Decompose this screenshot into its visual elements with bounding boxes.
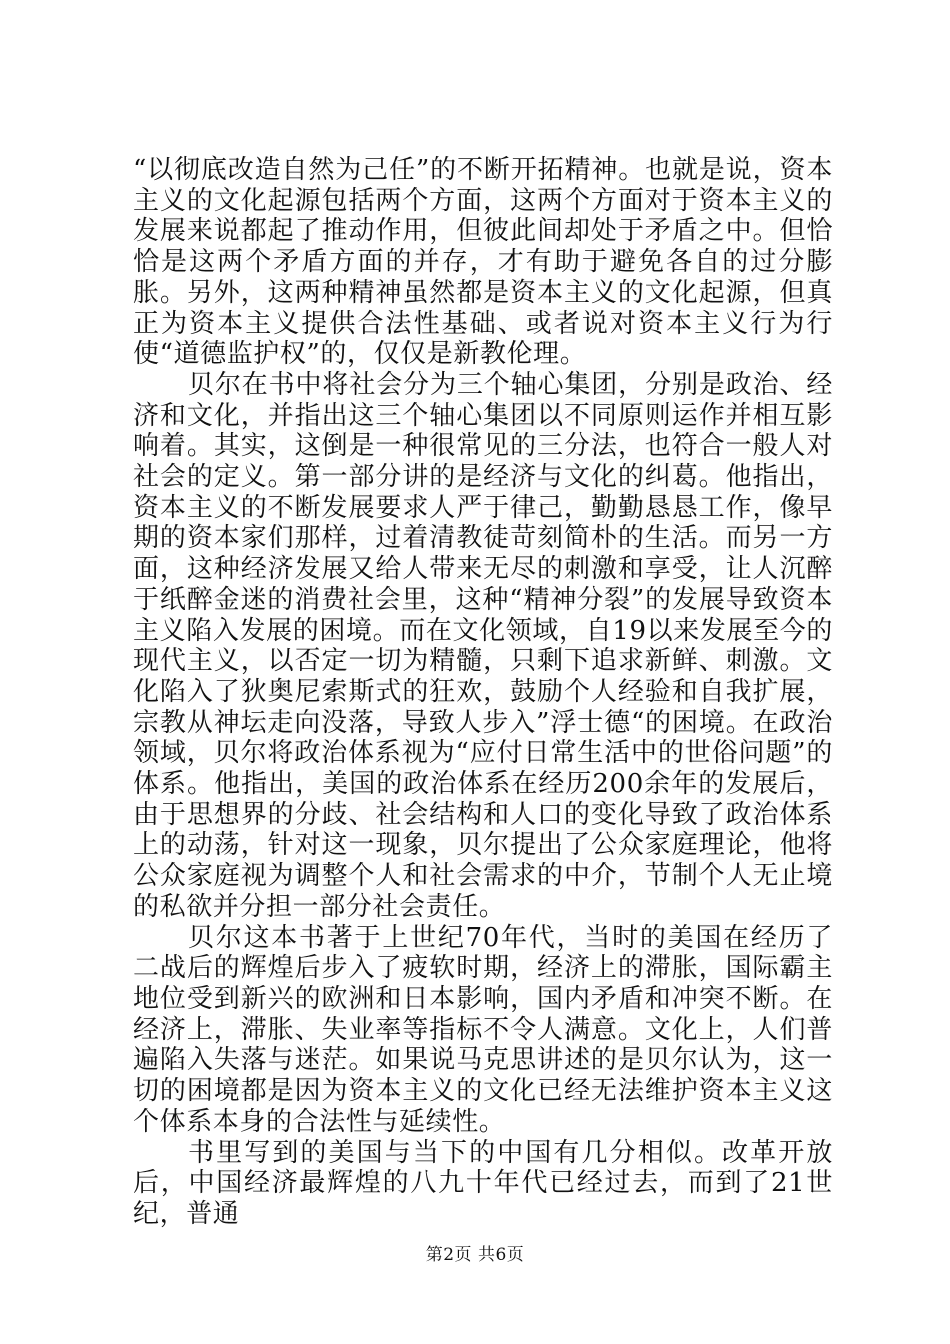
document-body <box>133 155 833 1230</box>
page-number-footer: 第2页 共6页 <box>425 1245 525 1265</box>
paragraph-1: “以彻底改造自然为己任”的不断开拓精神。也就是说，资本主义的文化起源包括两个方面，这两个方面对于资本主义的发展来说都起了推动作用，但彼此间却处于矛盾之中。但恰恰是这两个矛盾方面的并存，才有助于避免各自的过分膨胀。另外，这两种精神虽然都是资本主义的文化起源，但真正为资本主义提供合法性基础、或者说对资本主义行为行使“道德监护权”的，仅仅是新教伦理。 <box>133 155 833 370</box>
paragraph-3: 贝尔这本书著于上世纪70年代，当时的美国在经历了二战后的辉煌后步入了疲软时期，经济上的滞胀，国际霸主地位受到新兴的欧洲和日本影响，国内矛盾和冲突不断。在经济上，滞胀、失业率等指标不令人满意。文化上，人们普遍陷入失落与迷茫。如果说马克思讲述的是贝尔认为，这一切的困境都是因为资本主义的文化已经无法维护资本主义这个体系本身的合法性与延续性。 <box>133 922 833 1137</box>
paragraph-2: 贝尔在书中将社会分为三个轴心集团，分别是政治、经济和文化，并指出这三个轴心集团以不同原则运作并相互影响着。其实，这倒是一种很常见的三分法，也符合一般人对社会的定义。第一部分讲的是经济与文化的纠葛。他指出，资本主义的不断发展要求人严于律己，勤勤恳恳工作，像早期的资本家们那样，过着清教徒苛刻简朴的生活。而另一方面，这种经济发展又给人带来无尽的刺激和享受，让人沉醉于纸醉金迷的消费社会里，这种“精神分裂”的发展导致资本主义陷入发展的困境。而在文化领域，自19以来发展至今的现代主义，以否定一切为精髓，只剩下追求新鲜、刺激。文化陷入了狄奥尼索斯式的狂欢，鼓励个人经验和自我扩展，宗教从神坛走向没落，导致人步入”浮士德“的困境。在政治领域，贝尔将政治体系视为“应付日常生活中的世俗问题”的体系。他指出，美国的政治体系在经历200余年的发展后，由于思想界的分歧、社会结构和人口的变化导致了政治体系上的动荡，针对这一现象，贝尔提出了公众家庭理论，他将公众家庭视为调整个人和社会需求的中介，节制个人无止境的私欲并分担一部分社会责任。 <box>133 369 833 922</box>
paragraph-4: 书里写到的美国与当下的中国有几分相似。改革开放后，中国经济最辉煌的八九十年代已经过去，而到了21世纪，普通 <box>133 1137 833 1229</box>
